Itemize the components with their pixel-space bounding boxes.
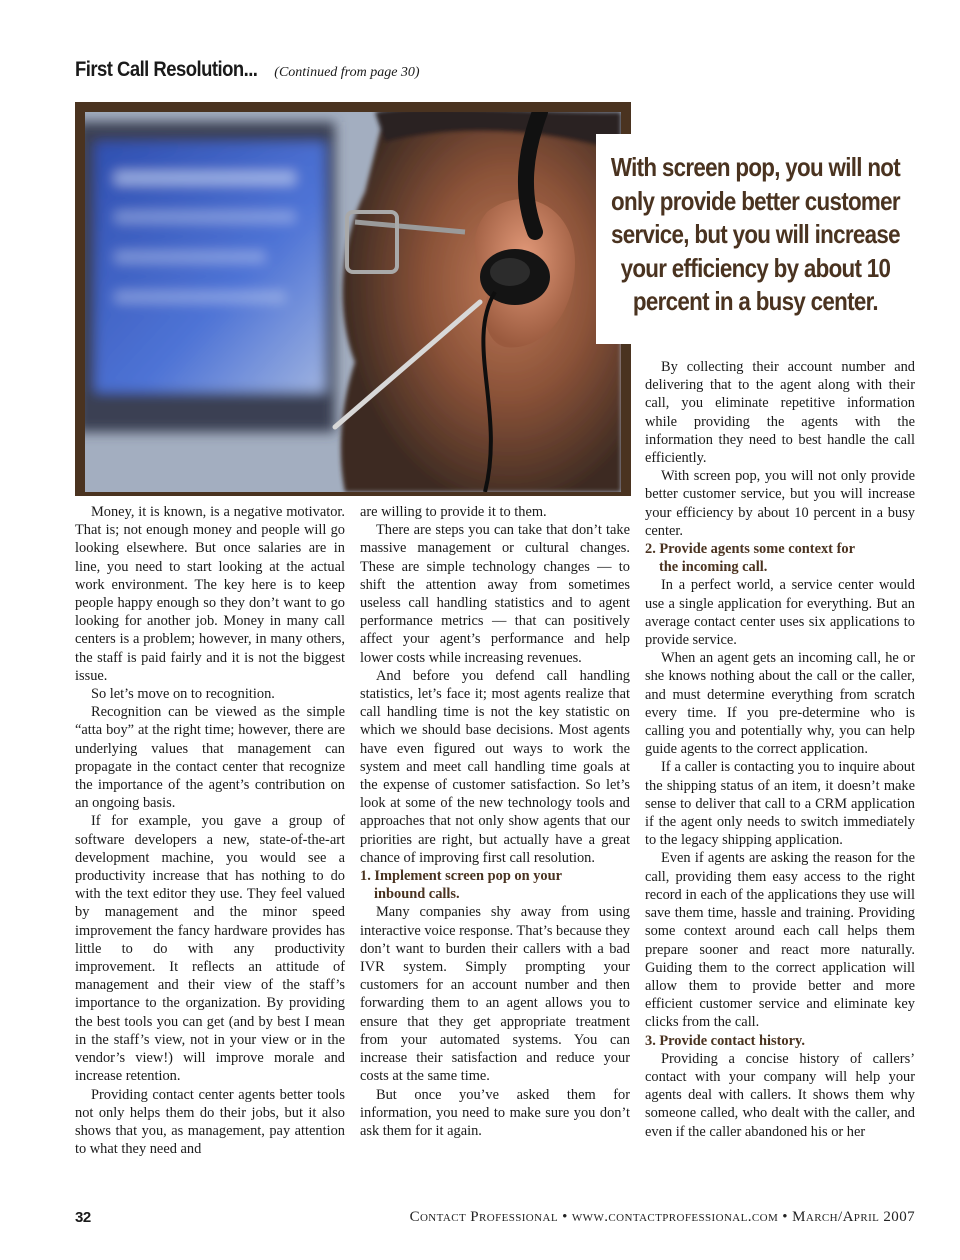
agent-headset-illustration bbox=[85, 112, 621, 492]
paragraph: There are steps you can take that don’t take massive management or cultural changes. These are simple technology changes — to shift the attention away from sometimes useless call handling statistics and to agent performance metrics — that can positively affect your agent’s performance and help lower costs while increasing revenues. bbox=[360, 522, 630, 666]
page-footer bbox=[75, 1209, 915, 1233]
heading-line: 2. Provide agents some context for bbox=[645, 541, 855, 558]
pull-quote bbox=[596, 134, 914, 344]
publication-info: Contact Professional • www.contactprofessional.com • March/April 2007 bbox=[409, 1209, 915, 1225]
heading-line: the incoming call. bbox=[659, 559, 768, 576]
paragraph: If for example, you gave a group of software developers a new, state-of-the-art development machine, you would see a productivity increase that has nothing to do with the text editor they use. They feel valued by management and the minor speed improvement the fancy hardware provides has little to do with any productivity improvement. It reflects an attitude of management and their view of the staff’s importance to the organization. By providing the best tools you can get (and by best I mean in the staff’s view, not in your view or in the vendor’s view!) will improve morale and increase retention. bbox=[75, 813, 345, 1085]
paragraph: In a perfect world, a service center would use a single application for everything. But an average contact center uses six applications to provide service. bbox=[645, 577, 915, 649]
article-title: First Call Resolution... bbox=[75, 58, 258, 81]
photo-frame bbox=[75, 102, 631, 496]
paragraph: are willing to provide it to them. bbox=[360, 504, 547, 520]
article-column-3 bbox=[645, 358, 915, 1141]
paragraph: Many companies shy away from using interactive voice response. That’s because they don’t want to burden their callers with a bad IVR system. Simply prompting your customers for an account number and then forwarding them to an agent allows you to ensure that they get appropriate treatment from your automated systems. You can increase their satisfaction and reduce your costs at the same time. bbox=[360, 904, 630, 1085]
paragraph: And before you defend call handling statistics, let’s face it; most agents realize that call handling time is not the key statistic on which we should base decisions. Most agents have even figured out ways to work the system and meet call handling time goals at the expense of customer satisfaction. So let’s look at some of the new technology tools and approaches that not only show agents that our priorities are right, but actually have a great chance of improving first call resolution. bbox=[360, 667, 630, 866]
paragraph: Recognition can be viewed as the simple “atta boy” at the right time; however, there are underlying values that management can propagate in the contact center that recognize the importance of the agent’s contribution on an ongoing basis. bbox=[75, 704, 345, 812]
paragraph: So let’s move on to recognition. bbox=[91, 686, 275, 703]
article-column-1 bbox=[75, 503, 345, 1158]
continued-note: (Continued from page 30) bbox=[274, 65, 420, 80]
section-heading-2 bbox=[645, 540, 915, 576]
pull-quote-text: With screen pop, you will not only provide better customer service, but you will increase your efficiency by about 10 percent in a busy center. bbox=[610, 152, 900, 316]
section-heading-3: 3. Provide contact history. bbox=[645, 1032, 806, 1049]
paragraph: Providing contact center agents better tools not only helps them do their jobs, but it also shows that you, as management, pay attention to what they need and bbox=[75, 1086, 345, 1158]
section-heading-1 bbox=[360, 867, 630, 903]
call-center-agent-photo bbox=[85, 112, 621, 492]
article-column-2 bbox=[360, 503, 630, 1140]
paragraph: Money, it is known, is a negative motivator. That is; not enough money and people will go looking elsewhere. But once salaries are in line, you need to start looking at the actual work environment. The key here is to keep people happy enough so they don’t want to go looking for another job. Money in many call centers is a problem; however, in many others, the staff is paid fairly and it is not the biggest issue. bbox=[75, 504, 345, 684]
paragraph: If a caller is contacting you to inquire about the shipping status of an item, it doesn’t make sense to deliver that call to a CRM application if the agent only needs to switch immediately to the legacy shipping application. bbox=[645, 759, 915, 849]
paragraph: Providing a concise history of callers’ contact with your company will help your agents deal with callers. It shows them why someone called, who dealt with the caller, and even if the caller abandoned his or her bbox=[645, 1050, 915, 1140]
paragraph: Even if agents are asking the reason for the call, providing them easy access to the right record in each of the applications they use will save them time, hassle and training. Providing some context around each call helps them prepare sooner and react more naturally. Guiding them to the correct application will allow them to provide better and more efficient customer service and eliminate key clicks from the call. bbox=[645, 850, 915, 1031]
article-header bbox=[75, 58, 420, 82]
heading-line: inbound calls. bbox=[374, 886, 460, 903]
page-number: 32 bbox=[75, 1209, 91, 1226]
heading-line: 1. Implement screen pop on your bbox=[360, 868, 563, 885]
paragraph: But once you’ve asked them for information, you need to make sure you don’t ask them for it again. bbox=[360, 1086, 630, 1139]
paragraph: When an agent gets an incoming call, he or she knows nothing about the call or the caller, and must determine everything from scratch every time. If you pre-determine who is calling you and potentially why, you can help guide agents to the correct application. bbox=[645, 650, 915, 758]
paragraph: With screen pop, you will not only provide better customer service, but you will increase your efficiency by about 10 percent in a busy center. bbox=[645, 468, 915, 539]
paragraph: By collecting their account number and delivering that to the agent along with their call, you eliminate repetitive information while providing the agents with the information they need to best handle the call efficiently. bbox=[645, 359, 915, 467]
